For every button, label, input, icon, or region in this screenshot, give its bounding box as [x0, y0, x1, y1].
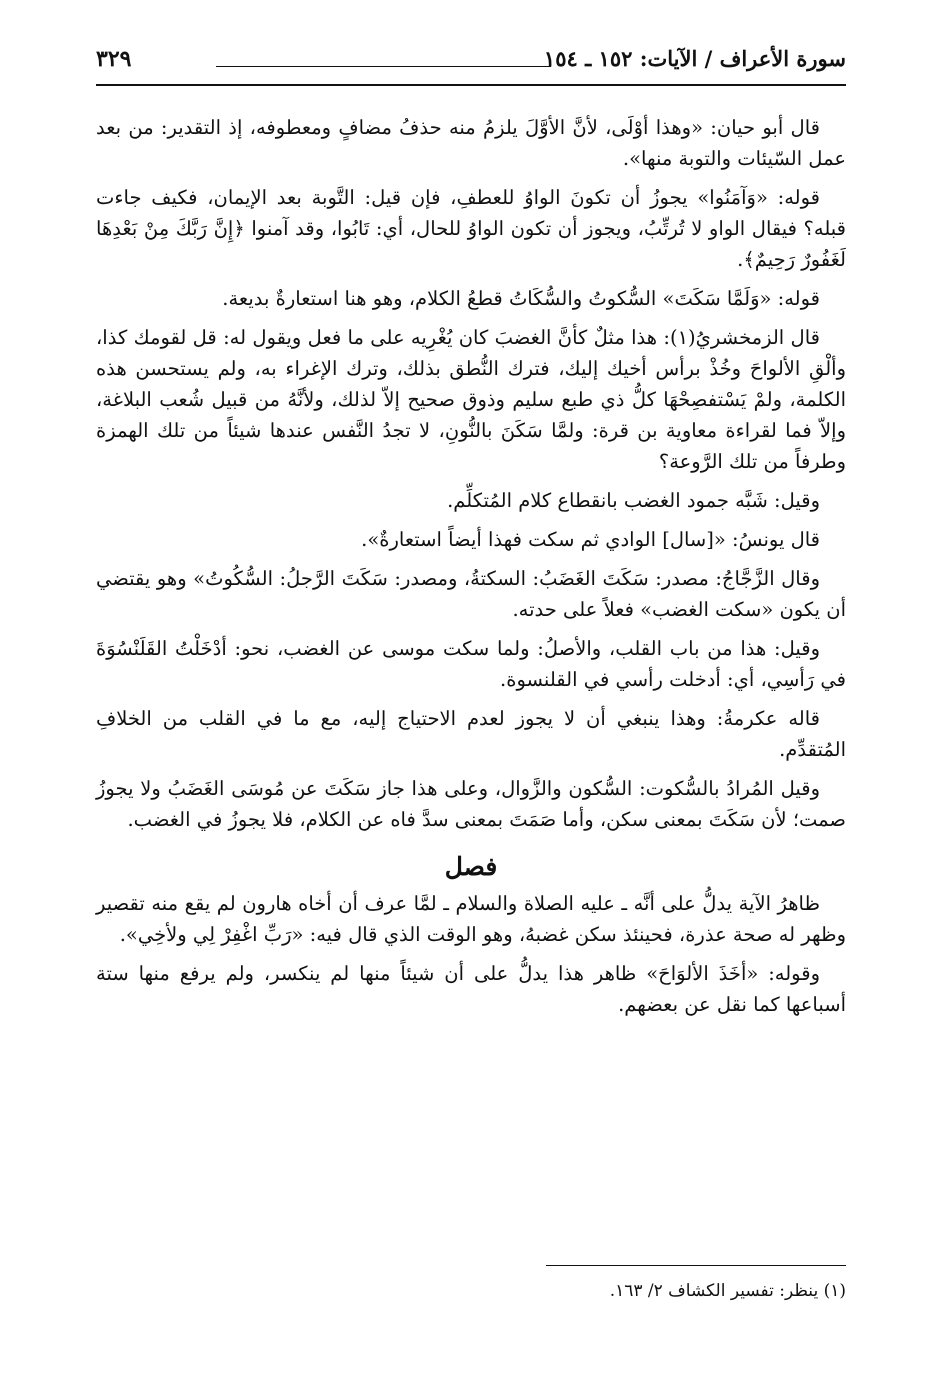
page-number: ٣٢٩ — [96, 46, 132, 72]
section-heading: فصل — [444, 852, 498, 881]
paragraph: ظاهرُ الآية يدلُّ على أنَّه ـ عليه الصلاة والسلام ـ لمَّا عرف أن أخاه هارون لم يقع منه تقصير وظهر له صحة عذرة، فحينئذ سكن غضبهُ، وهو الوقت الذي قال فيه: «رَبِّ اغْفِرْ لِي ولأخِي». — [96, 892, 846, 946]
paragraph: قال أبو حيان: «وهذا أوْلَى، لأنَّ الأوَّلَ يلزمُ منه حذفُ مضافٍ ومعطوفه، إذ التقدير: من بعد عمل السّيئات والتوبة منها». — [96, 116, 846, 170]
paragraph: وقيل: هذا من باب القلب، والأصلُ: ولما سكت موسى عن الغضب، نحو: أدْخَلْتُ القَلَنْسُوَةَ في رَأسِي، أي: أدخلت رأسي في القلنسوة. — [96, 637, 846, 691]
main-text — [96, 112, 846, 1028]
paragraph: قاله عكرمةُ: وهذا ينبغي أن لا يجوز لعدم الاحتياج إليه، مع ما في القلب من الخلافِ المُتقدِّم. — [96, 707, 846, 761]
paragraph: قوله: «وَلَمَّا سَكَتَ» السُّكوتُ والسُّكَاتُ قطعُ الكلام، وهو هنا استعارةٌ بديعة. — [222, 287, 820, 310]
paragraph: قال يونسُ: «[سال] الوادي ثم سكت فهذا أيضاً استعارةٌ». — [361, 528, 820, 551]
chapter-title: سورة الأعراف / الآيات: ١٥٢ ـ ١٥٤ — [543, 46, 846, 71]
footnote: (١) ينظر: تفسير الكشاف ٢/ ١٦٣. — [609, 1281, 846, 1301]
paragraph: وقوله: «أخَذَ الألوَاحَ» ظاهر هذا يدلُّ على أن شيئاً منها لم ينكسر، ولم يرفع منها ستة أسباعها كما نقل عن بعضهم. — [96, 962, 846, 1016]
header-dash-line — [216, 66, 551, 67]
paragraph: وقال الزَّجَّاجُ: مصدر: سَكَتَ الغَضَبُ: السكتةُ، ومصدر: سَكَتَ الرَّجلُ: السُّكُوتُ» وهو يقتضي أن يكون «سكت الغضب» فعلاً على حدته. — [96, 567, 846, 621]
running-header — [96, 46, 846, 80]
paragraph: قال الزمخشريُ(١): هذا مثلٌ كأنَّ الغضبَ كان يُغْرِيه على ما فعل ويقول له: قل لقومك كذا، وألْقِ الألواحَ وخُذْ برأس أخيك إليك، فترك النُّطق بذلك، وترك الإغراء به، ولم يستحسن هذه الكلمة، ولمْ يَسْتفصِحْهَا كلُّ ذي طبع سليم وذوق صحيح إلاّ لذلك، ولأنَّهُ من قبيل شُعب البلاغة، وإلاّ فما لقراءة معاوية بن قرة: ولمَّا سَكَنَ بالنُّونِ، لا تجدُ النَّفس عندها شيئاً من تلك الهمزة وطرفاً من تلك الرَّوعة؟ — [96, 326, 846, 473]
paragraph: وقيل: شَبَّه جمود الغضب بانقطاع كلام المُتكلِّم. — [447, 489, 820, 512]
footnote-rule — [546, 1265, 846, 1266]
paragraph: قوله: «وَآمَنُوا» يجوزُ أن تكونَ الواوُ للعطفِ، فإن قيل: التَّوبة بعد الإيمان، فكيف جاءت قبله؟ فيقال الواو لا تُرتِّبُ، ويجوز أن تكون الواوُ للحال، أي: تَابُوا، وقد آمنوا ﴿إِنَّ رَبَّكَ مِنْ بَعْدِهَا لَغَفُورٌ رَحِيمٌ﴾. — [96, 186, 846, 271]
paragraph: وقيل المُرادُ بالسُّكوت: السُّكون والزَّوال، وعلى هذا جاز سَكَتَ عن مُوسَى الغَضَبُ ولا يجوزُ صمت؛ لأن سَكَتَ بمعنى سكن، وأما صَمَتَ بمعنى سدَّ فاه عن الكلام، فلا يجوزُ في الغضب. — [96, 777, 846, 831]
header-rule — [96, 84, 846, 86]
